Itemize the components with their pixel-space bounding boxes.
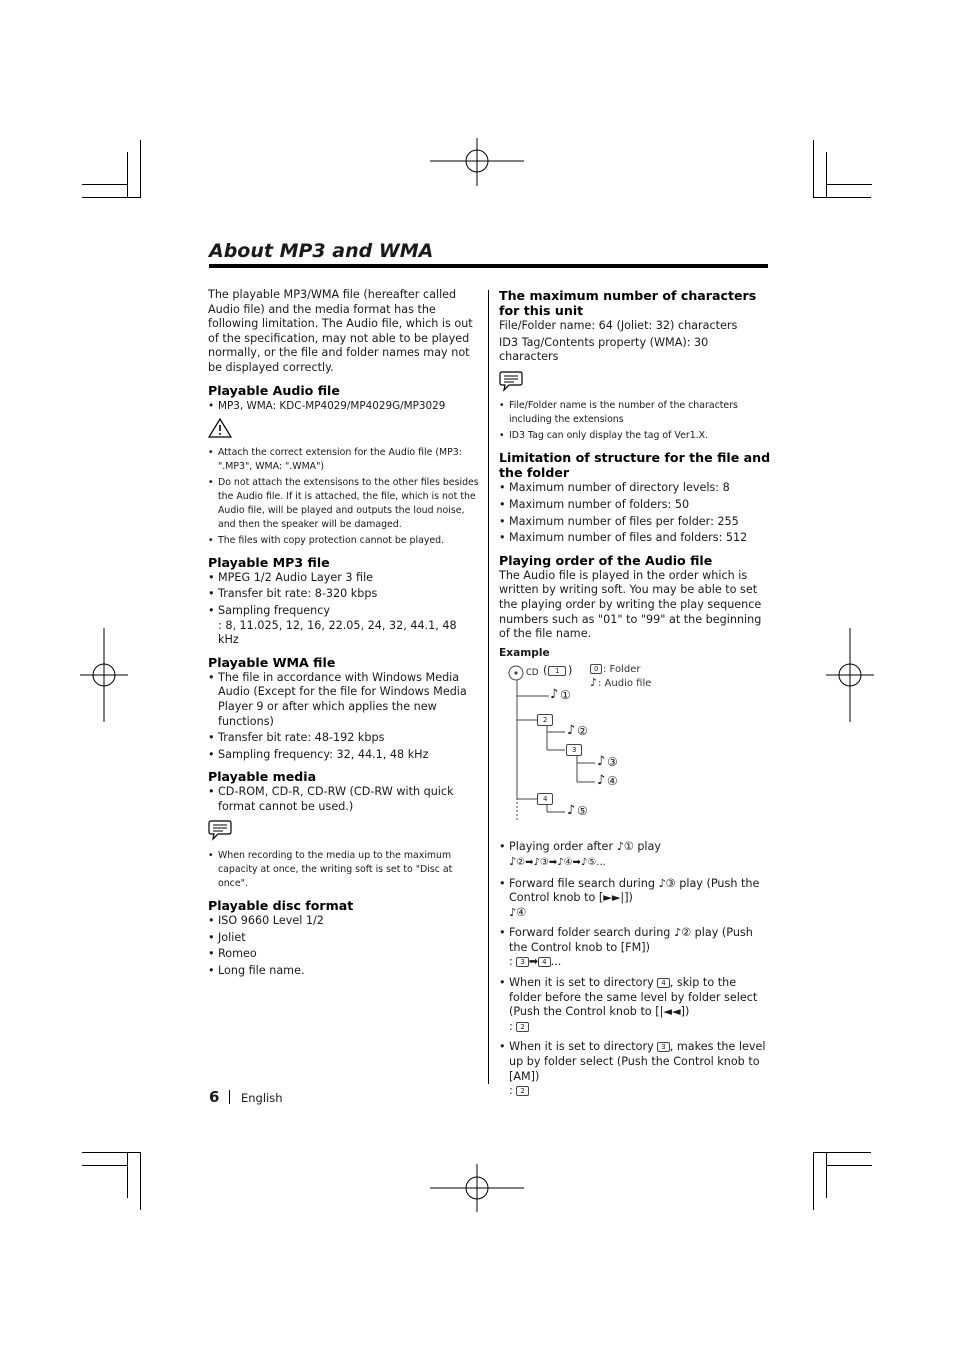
crop-mark [82,197,140,198]
section-heading: Limitation of structure for the file and the folder [499,450,771,481]
paren-close: ) [568,664,573,678]
list-item: • When it is set to directory 4 , skip to the folder before the same level by folder select (Push the Control knob to [|◄◄]) : 2 [499,976,771,1034]
crop-mark [826,1165,872,1166]
list-item: • Maximum number of files and folders: 512 [499,531,771,546]
audio-list [208,399,480,414]
music-note-icon: ♪ [550,687,559,703]
text: ③ play (Push the Control knob to [►►|]) [509,876,760,905]
crop-mark [826,1152,827,1198]
title-rule [209,264,768,268]
registration-mark-bottom [430,1164,524,1212]
list-item: • ISO 9660 Level 1/2 [208,914,480,929]
crop-mark [82,1165,128,1166]
folder-box: 2 [516,1086,528,1096]
registration-mark-right [826,628,874,722]
list-item: • CD-ROM, CD-R, CD-RW (CD-RW with quick format cannot be used.) [208,785,480,814]
note-icon [208,819,480,846]
music-note-icon: ♪ [590,676,598,690]
warning-list [208,446,480,548]
folder-box: 4 [537,793,553,805]
folder-box: 4 [538,957,550,967]
crop-mark [813,197,871,198]
music-note-icon: ♪ [616,840,624,854]
music-note-icon: ♪ [658,876,666,890]
folder-box: 2 [537,714,553,726]
folder-tree [499,662,771,832]
mp3-list [208,571,480,619]
folder-box: 1 [548,666,566,676]
list-item: • When it is set to directory 3 , makes the level up by folder select (Push the Control knob to [AM]) : 2 [499,1040,771,1098]
list-item: • MPEG 1/2 Audio Layer 3 file [208,571,480,586]
text: ④ [516,905,527,919]
intro-text: The playable MP3/WMA file (hereafter called Audio file) and the media format has the following limitation. The Audio file, which is out of the specification, may not able to be played normally, or the file and folder names may not be displayed correctly. [208,288,473,374]
column-divider [488,290,489,1084]
order-list [499,840,771,1099]
page-number: 6 [209,1088,220,1106]
file-number: ② [577,724,588,739]
media-list [208,785,480,814]
max-chars-line: File/Folder name: 64 (Joliet: 32) characters [499,319,738,332]
list-continuation: : 8, 11.025, 12, 16, 22.05, 24, 32, 44.1, 48 kHz [218,618,457,647]
section-heading: The maximum number of characters for this unit [499,288,757,318]
disc-list [208,914,480,978]
text: Forward file search during [509,876,659,890]
text: ② play (Push the Control knob to [FM]) [509,926,753,954]
crop-mark [813,1152,871,1153]
list-item: • Maximum number of directory levels: 8 [499,481,771,496]
list-item: • Long file name. [208,964,480,979]
right-column [499,288,771,1101]
folder-box: 4 [657,978,669,988]
legend-file: : Audio file [598,678,652,690]
folder-box: 2 [516,1022,528,1032]
music-note-icon: ♪ [567,803,576,819]
folder-box: 3 [657,1042,669,1052]
list-item: • The files with copy protection cannot be played. [208,534,480,548]
text: When it is set to directory [509,1040,658,1054]
registration-mark-top [430,138,524,186]
footer-divider [229,1090,230,1104]
text: ②➡♪③➡♪④➡♪⑤... [516,856,606,868]
crop-mark [140,1152,141,1210]
music-note-icon: ♪ [597,773,606,789]
section-heading: Playing order of the Audio file [499,552,713,568]
arrow-icon: ➡ [528,955,539,969]
paren-open: ( [543,664,548,678]
music-note-icon: ♪ [597,754,606,770]
max-chars-line: ID3 Tag/Contents property (WMA): 30 characters [499,335,709,364]
list-item [499,877,771,921]
list-item: • Maximum number of folders: 50 [499,498,771,513]
list-item: • Sampling frequency [208,604,480,619]
list-item: • Do not attach the extensisons to the other files besides the Audio file. If it is attached, the file, which is not the Audio file, will be played and outputs the loud noise, and then the speaker will be damaged. [208,476,480,532]
crop-mark [813,140,814,198]
crop-mark [813,1152,814,1210]
crop-mark [127,1152,128,1198]
section-heading: Playable disc format [208,898,354,914]
crop-mark [127,152,128,198]
note-icon [499,370,771,397]
max-chars-notes [499,399,771,443]
music-note-icon: ♪ [509,854,517,868]
file-number: ④ [607,774,618,789]
list-item: • Attach the correct extension for the Audio file (MP3: ".MP3", WMA: ".WMA") [208,446,480,474]
list-item: • Forward folder search during ♪② play (Push the Control knob to [FM]) : 3 ➡ 4 ... [499,926,771,970]
text: , makes the level up by folder select (Push the Control knob to [AM]) [509,1040,766,1083]
list-item: • Joliet [208,931,480,946]
file-number: ① [560,688,571,703]
list-item [499,840,771,870]
file-number: ③ [607,755,618,770]
section-heading: Playable WMA file [208,654,336,670]
footer-language: English [241,1091,283,1105]
music-note-icon: ♪ [567,723,576,739]
list-item: • Sampling frequency: 32, 44.1, 48 kHz [208,748,480,763]
folder-legend-box: 0 [590,664,602,674]
wma-list [208,671,480,763]
list-item: • File/Folder name is the number of the characters including the extensions [499,399,771,427]
text: ① play [623,840,662,854]
example-label: Example [499,646,550,659]
media-notes [208,849,480,891]
text: When it is set to directory [509,976,658,990]
folder-box: 3 [516,957,528,967]
list-item: • When recording to the media up to the maximum capacity at once, the writing soft is set to "Disc at once". [208,849,480,891]
music-note-icon: ♪ [509,905,517,919]
warning-icon [208,418,480,443]
crop-mark [826,152,827,198]
cd-label: CD [526,668,539,679]
left-column [208,288,480,980]
section-heading: Playable MP3 file [208,554,330,570]
page-title: About MP3 and WMA [209,240,434,262]
music-note-icon: ♪ [673,926,682,940]
crop-mark [82,184,128,185]
text: , skip to the folder before the same level by folder select (Push the Control knob to [|◄◄]) [509,976,758,1019]
list-item: • MP3, WMA: KDC-MP4029/MP4029G/MP3029 [208,399,480,414]
list-item: • Transfer bit rate: 48-192 kbps [208,731,480,746]
list-item: • ID3 Tag can only display the tag of Ver1.X. [499,429,771,443]
list-item: • Maximum number of files per folder: 255 [499,515,771,530]
registration-mark-left [80,628,128,722]
folder-box: 3 [566,744,582,756]
legend-folder: : Folder [603,664,641,676]
list-item: • Romeo [208,947,480,962]
section-heading: Playable media [208,769,317,785]
list-item: • Transfer bit rate: 8-320 kbps [208,587,480,602]
crop-mark [140,140,141,198]
crop-mark [82,1152,140,1153]
file-number: ⑤ [577,804,588,819]
text: Playing order after [509,840,617,854]
limitation-list [499,481,771,545]
text: Forward folder search during [509,926,674,940]
section-heading: Playable Audio file [208,382,340,398]
playing-order-text: The Audio file is played in the order which is written by writing soft. You may be able to set the playing order by writing the play sequence numbers such as "01" to "99" at the beginning of the file name. [499,568,762,641]
list-item: • The file in accordance with Windows Media Audio (Except for the file for Windows Media Player 9 or after which applies the new functions) [208,671,480,729]
crop-mark [826,184,872,185]
